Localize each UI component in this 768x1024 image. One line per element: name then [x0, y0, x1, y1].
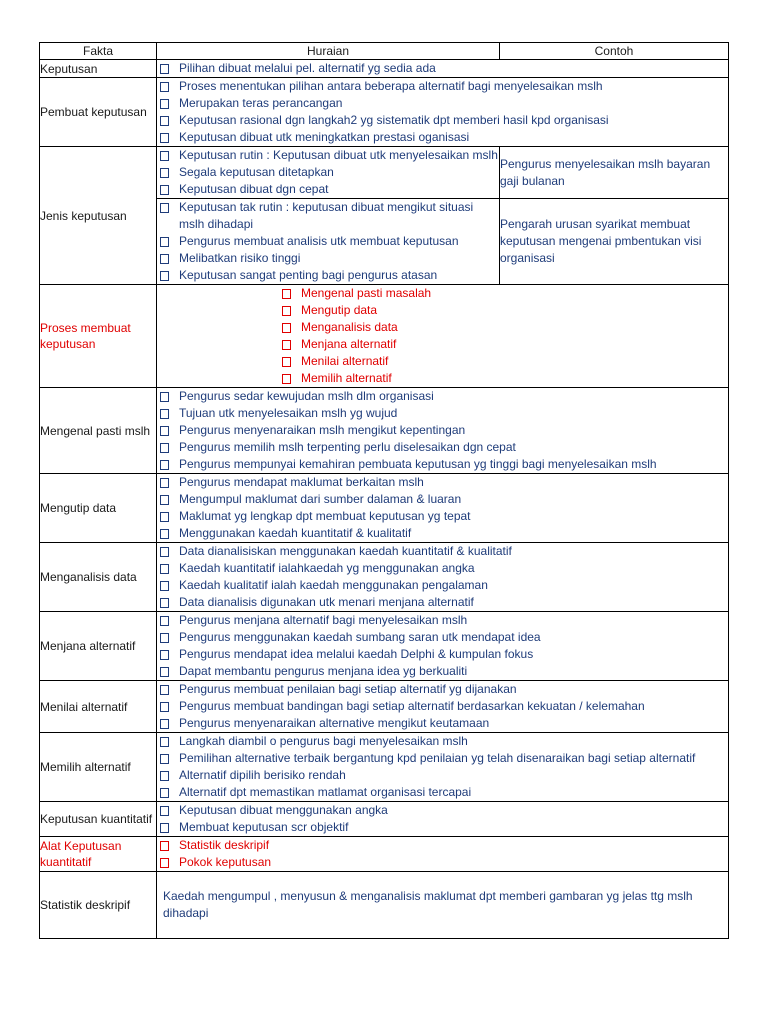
huraian-menganalisis — [157, 543, 729, 612]
list-item: Segala keputusan ditetapkan — [157, 164, 499, 181]
bullet-box-icon — [157, 60, 179, 77]
huraian-memilih — [157, 733, 729, 802]
bullet-box-icon — [157, 525, 179, 542]
list-item: Keputusan rasional dgn langkah2 yg sistematik dpt memberi hasil kpd organisasi — [157, 112, 728, 129]
fakta-jenis: Jenis keputusan — [40, 147, 157, 285]
fakta-keputusan: Keputusan — [40, 60, 157, 78]
row-mengenal — [40, 388, 729, 474]
bullet-box-icon — [157, 681, 179, 698]
list-item: Pengurus mempunyai kemahiran pembuata keputusan yg tinggi bagi menyelesaikan mslh — [157, 456, 728, 473]
bullet-box-icon — [279, 353, 301, 370]
list-item: Alternatif dipilih berisiko rendah — [157, 767, 728, 784]
bullet-box-icon — [279, 285, 301, 302]
list-item: Pemilihan alternative terbaik bergantung kpd penilaian yg telah disenaraikan bagi setiap alternatif — [157, 750, 728, 767]
header-huraian: Huraian — [157, 43, 500, 60]
huraian-rutin — [157, 147, 500, 199]
list-item: Kaedah kuantitatif ialahkaedah yg menggunakan angka — [157, 560, 728, 577]
list-item: Pengurus membuat analisis utk membuat keputusan — [157, 233, 499, 250]
fakta-alat: Alat Keputusan kuantitatif — [40, 837, 157, 872]
bullet-box-icon — [157, 233, 179, 250]
list-item: Pengurus menyenaraikan mslh mengikut kepentingan — [157, 422, 728, 439]
bullet-box-icon — [157, 715, 179, 732]
huraian-kuantitatif — [157, 802, 729, 837]
bullet-box-icon — [279, 302, 301, 319]
bullet-box-icon — [157, 439, 179, 456]
list-item: Melibatkan risiko tinggi — [157, 250, 499, 267]
bullet-box-icon — [157, 733, 179, 750]
huraian-takrutin — [157, 199, 500, 285]
bullet-box-icon — [157, 456, 179, 473]
list-item: Mengutip data — [279, 302, 728, 319]
list-item: Data dianalisis digunakan utk menari menjana alternatif — [157, 594, 728, 611]
list-item: Proses menentukan pilihan antara beberapa alternatif bagi menyelesaikan mslh — [157, 78, 728, 95]
contoh-takrutin: Pengarah urusan syarikat membuat keputusan mengenai pmbentukan visi organisasi — [500, 199, 729, 285]
bullet-box-icon — [157, 267, 179, 284]
list-item: Pengurus mendapat maklumat berkaitan mslh — [157, 474, 728, 491]
header-contoh: Contoh — [500, 43, 729, 60]
bullet-box-icon — [157, 837, 179, 854]
bullet-box-icon — [157, 129, 179, 146]
list-item: Alternatif dpt memastikan matlamat organisasi tercapai — [157, 784, 728, 801]
bullet-box-icon — [279, 336, 301, 353]
bullet-box-icon — [157, 112, 179, 129]
bullet-box-icon — [157, 767, 179, 784]
bullet-box-icon — [157, 577, 179, 594]
row-alat — [40, 837, 729, 872]
statistik-description: Kaedah mengumpul , menyusun & menganalisis maklumat dpt memberi gambaran yg jelas ttg mslh dihadapi — [163, 889, 693, 920]
bullet-box-icon — [157, 199, 179, 233]
bullet-box-icon — [157, 819, 179, 836]
header-fakta: Fakta — [40, 43, 157, 60]
fakta-menilai: Menilai alternatif — [40, 681, 157, 733]
fakta-statistik: Statistik deskripif — [40, 872, 157, 939]
huraian-alat — [157, 837, 729, 872]
bullet-box-icon — [157, 388, 179, 405]
bullet-box-icon — [157, 491, 179, 508]
row-menilai — [40, 681, 729, 733]
bullet-box-icon — [157, 78, 179, 95]
row-memilih — [40, 733, 729, 802]
bullet-box-icon — [157, 629, 179, 646]
fakta-mengutip: Mengutip data — [40, 474, 157, 543]
bullet-box-icon — [157, 422, 179, 439]
list-item: Pengurus membuat bandingan bagi setiap alternatif berdasarkan kekuatan / kelemahan — [157, 698, 728, 715]
header-row — [40, 43, 729, 60]
huraian-statistik — [157, 872, 729, 939]
bullet-box-icon — [157, 646, 179, 663]
list-item: Menggunakan kaedah kuantitatif & kualitatif — [157, 525, 728, 542]
bullet-box-icon — [157, 405, 179, 422]
list-item: Keputusan dibuat dgn cepat — [157, 181, 499, 198]
fakta-mengenal: Mengenal pasti mslh — [40, 388, 157, 474]
list-item: Menilai alternatif — [279, 353, 728, 370]
list-item: Maklumat yg lengkap dpt membuat keputusan yg tepat — [157, 508, 728, 525]
bullet-box-icon — [157, 181, 179, 198]
bullet-box-icon — [279, 319, 301, 336]
list-item: Keputusan rutin : Keputusan dibuat utk menyelesaikan mslh — [157, 147, 499, 164]
huraian-mengutip — [157, 474, 729, 543]
row-keputusan — [40, 60, 729, 78]
list-item: Pengurus menggunakan kaedah sumbang saran utk mendapat idea — [157, 629, 728, 646]
list-item: Pengurus menyenaraikan alternative mengikut keutamaan — [157, 715, 728, 732]
list-item: Pengurus menjana alternatif bagi menyelesaikan mslh — [157, 612, 728, 629]
bullet-box-icon — [157, 594, 179, 611]
fakta-table — [39, 42, 729, 939]
huraian-menilai — [157, 681, 729, 733]
bullet-box-icon — [157, 560, 179, 577]
list-item: Keputusan dibuat menggunakan angka — [157, 802, 728, 819]
huraian-menjana — [157, 612, 729, 681]
fakta-menjana: Menjana alternatif — [40, 612, 157, 681]
list-item: Menjana alternatif — [279, 336, 728, 353]
bullet-box-icon — [157, 784, 179, 801]
row-proses — [40, 285, 729, 388]
list-item: Pengurus mendapat idea melalui kaedah Delphi & kumpulan fokus — [157, 646, 728, 663]
bullet-box-icon — [157, 508, 179, 525]
bullet-box-icon — [157, 750, 179, 767]
list-item: Merupakan teras perancangan — [157, 95, 728, 112]
list-item: Pengurus sedar kewujudan mslh dlm organisasi — [157, 388, 728, 405]
bullet-box-icon — [157, 854, 179, 871]
list-item: Data dianalisiskan menggunakan kaedah kuantitatif & kualitatif — [157, 543, 728, 560]
huraian-pembuat — [157, 78, 729, 147]
list-item: Kaedah kualitatif ialah kaedah menggunakan pengalaman — [157, 577, 728, 594]
fakta-memilih: Memilih alternatif — [40, 733, 157, 802]
fakta-pembuat: Pembuat keputusan — [40, 78, 157, 147]
bullet-box-icon — [157, 474, 179, 491]
list-item: Menganalisis data — [279, 319, 728, 336]
huraian-mengenal — [157, 388, 729, 474]
list-item: Mengenal pasti masalah — [279, 285, 728, 302]
bullet-box-icon — [157, 663, 179, 680]
bullet-box-icon — [157, 164, 179, 181]
row-jenis-rutin — [40, 147, 729, 199]
row-menjana — [40, 612, 729, 681]
bullet-box-icon — [157, 95, 179, 112]
row-pembuat — [40, 78, 729, 147]
list-item: Tujuan utk menyelesaikan mslh yg wujud — [157, 405, 728, 422]
bullet-box-icon — [157, 543, 179, 560]
list-item: Mengumpul maklumat dari sumber dalaman & luaran — [157, 491, 728, 508]
row-menganalisis — [40, 543, 729, 612]
list-item: Membuat keputusan scr objektif — [157, 819, 728, 836]
list-item: Statistik deskripif — [157, 837, 728, 854]
contoh-rutin: Pengurus menyelesaikan mslh bayaran gaji bulanan — [500, 147, 729, 199]
fakta-proses: Proses membuat keputusan — [40, 285, 157, 388]
list-item: Langkah diambil o pengurus bagi menyelesaikan mslh — [157, 733, 728, 750]
bullet-box-icon — [157, 612, 179, 629]
row-statistik — [40, 872, 729, 939]
list-item: Dapat membantu pengurus menjana idea yg berkualiti — [157, 663, 728, 680]
bullet-box-icon — [157, 250, 179, 267]
bullet-box-icon — [157, 802, 179, 819]
bullet-box-icon — [157, 147, 179, 164]
huraian-proses — [157, 285, 729, 388]
list-item: Pengurus memilih mslh terpenting perlu diselesaikan dgn cepat — [157, 439, 728, 456]
fakta-kuantitatif: Keputusan kuantitatif — [40, 802, 157, 837]
list-item: Pilihan dibuat melalui pel. alternatif yg sedia ada — [157, 60, 728, 77]
list-item: Memilih alternatif — [279, 370, 728, 387]
list-item: Keputusan sangat penting bagi pengurus atasan — [157, 267, 499, 284]
list-item: Pokok keputusan — [157, 854, 728, 871]
list-item: Keputusan dibuat utk meningkatkan prestasi oganisasi — [157, 129, 728, 146]
row-kuantitatif — [40, 802, 729, 837]
fakta-menganalisis: Menganalisis data — [40, 543, 157, 612]
bullet-box-icon — [279, 370, 301, 387]
list-item: Keputusan tak rutin : keputusan dibuat mengikut situasi mslh dihadapi — [157, 199, 499, 233]
huraian-keputusan — [157, 60, 729, 78]
row-mengutip — [40, 474, 729, 543]
bullet-box-icon — [157, 698, 179, 715]
list-item: Pengurus membuat penilaian bagi setiap alternatif yg dijanakan — [157, 681, 728, 698]
